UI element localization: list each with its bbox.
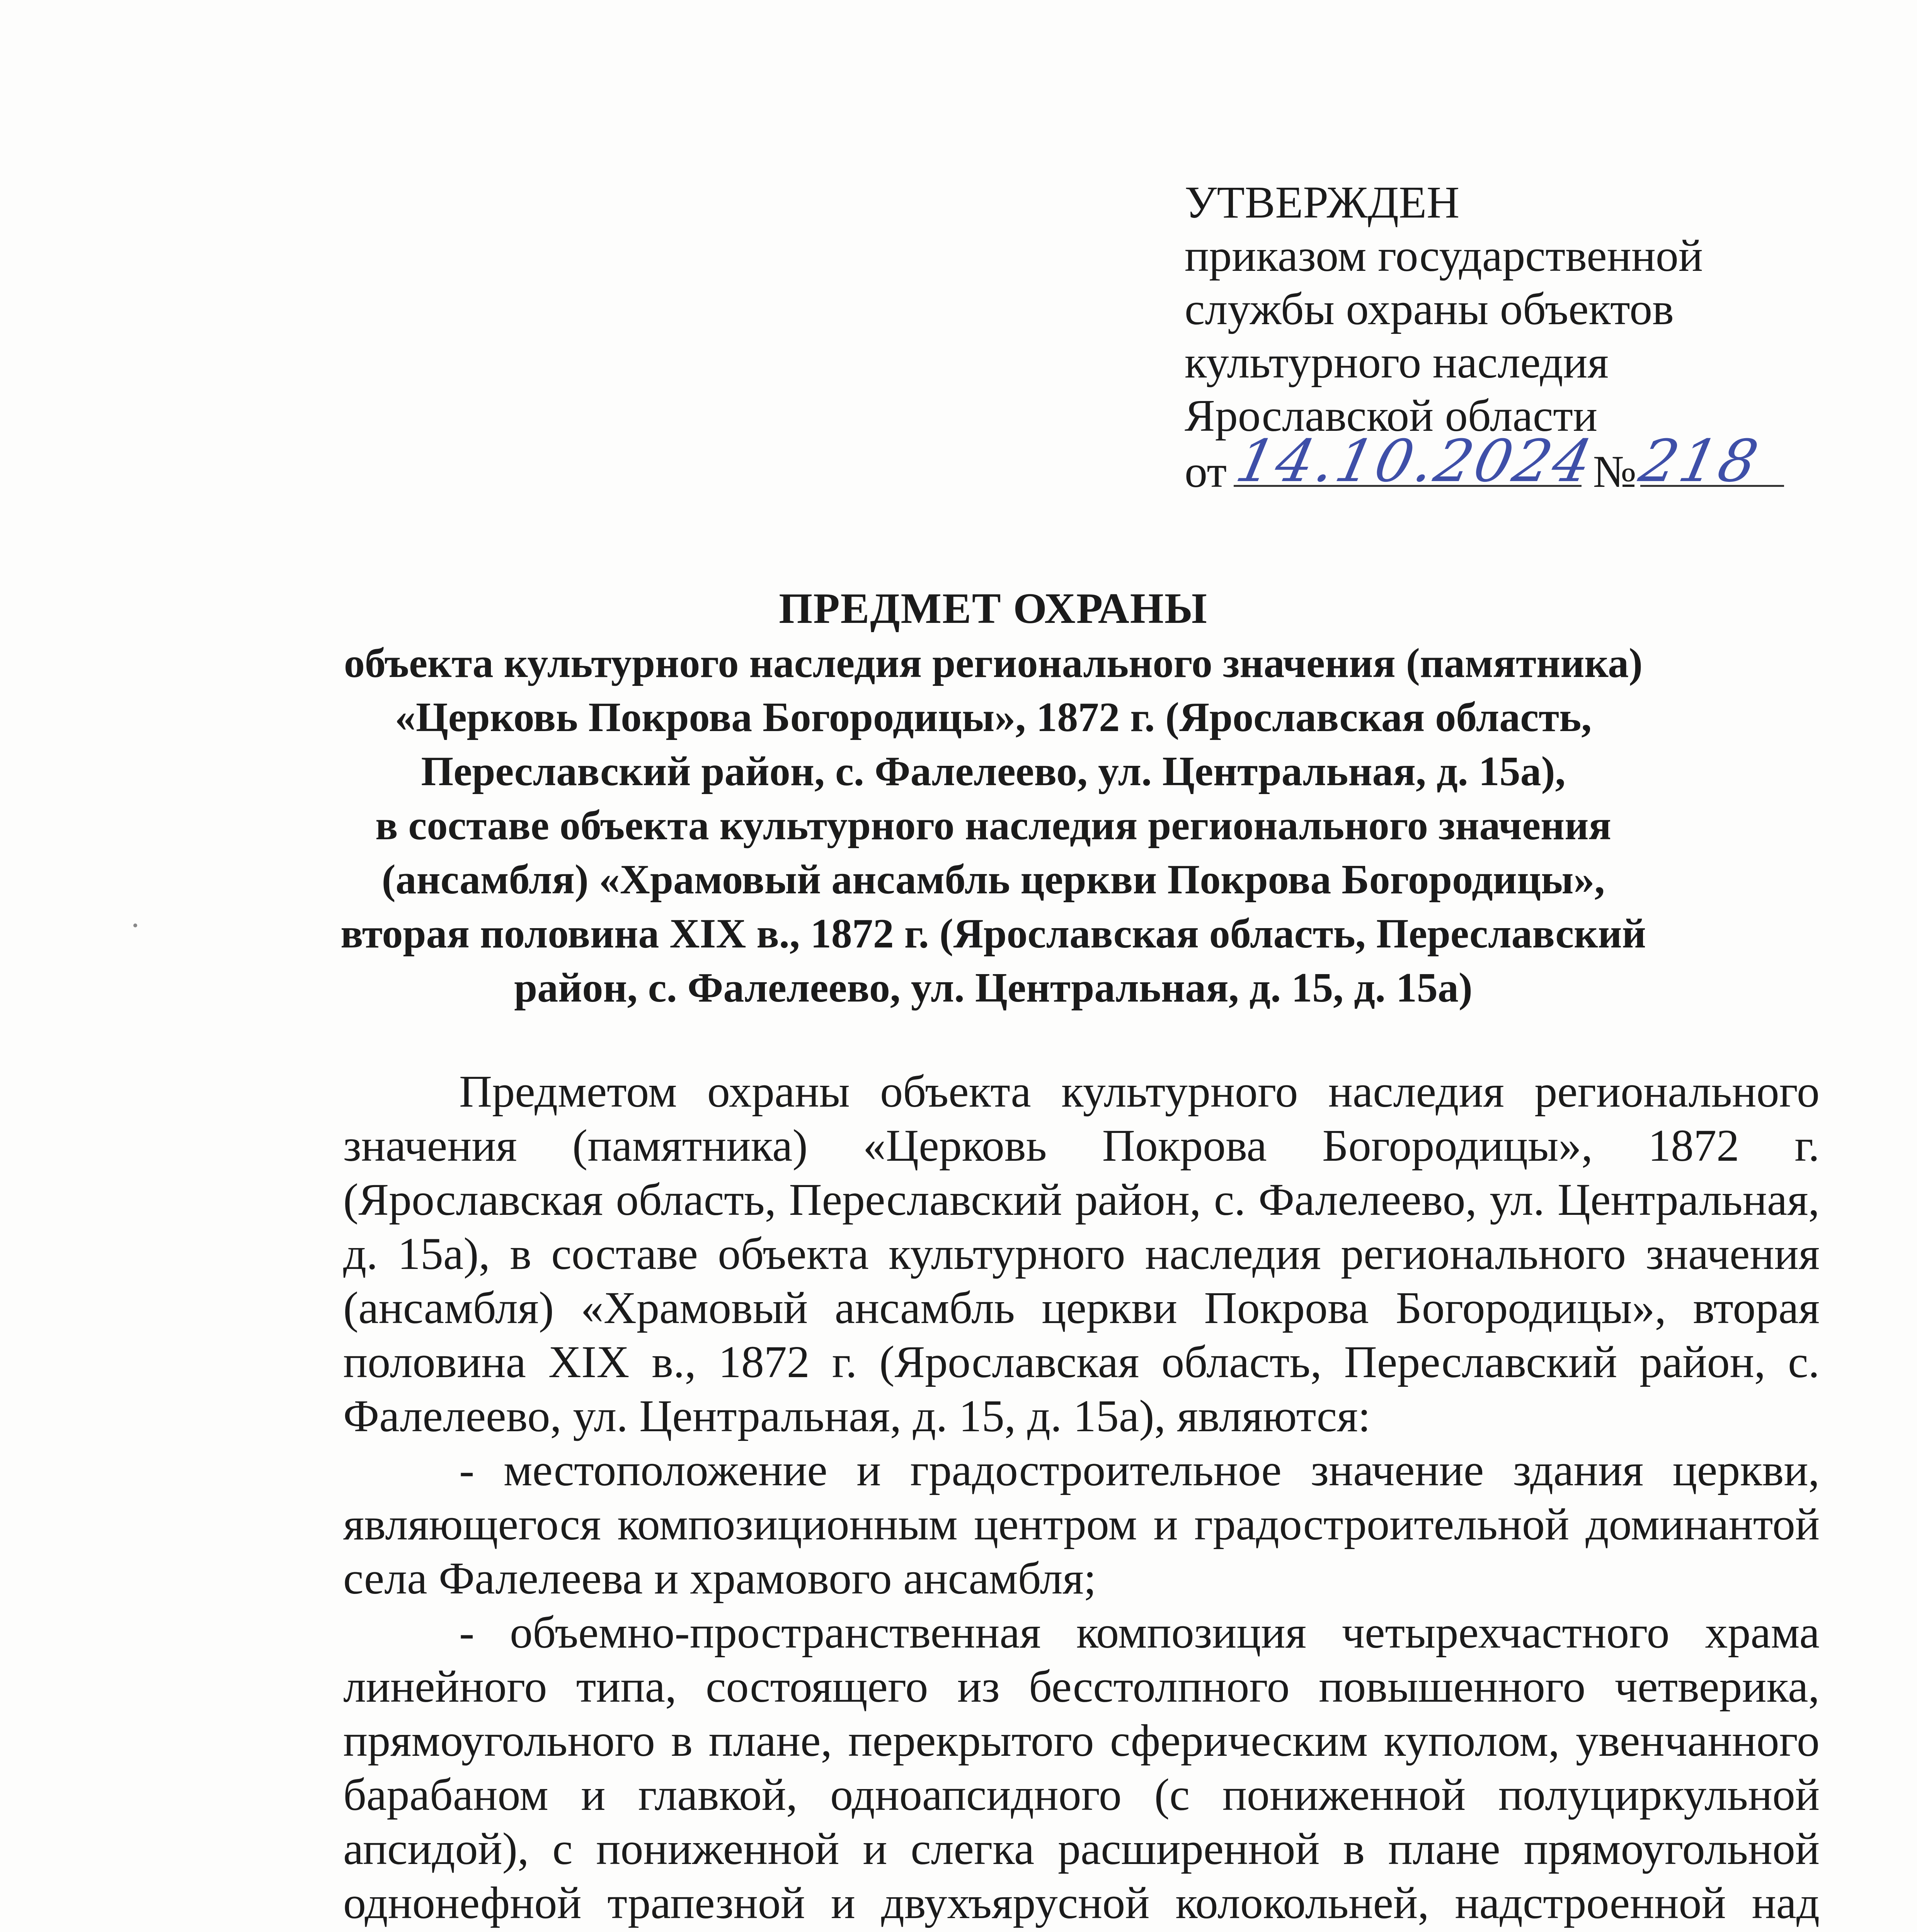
title-line: «Церковь Покрова Богородицы», 1872 г. (Ярославская область, — [395, 694, 1592, 740]
title-line: в составе объекта культурного наследия регионального значения — [375, 803, 1611, 849]
title-heading: ПРЕДМЕТ ОХРАНЫ — [779, 585, 1208, 633]
approval-line: службы охраны объектов — [1185, 284, 1674, 334]
protection-item: - местоположение и градостроительное значение здания церкви, являющегося композиционным центром и градостроительной доминантой села Фалелеева и храмового ансамбля; — [343, 1445, 1820, 1604]
approval-heading: УТВЕРЖДЕН — [1185, 177, 1460, 228]
title-line: район, с. Фалелеево, ул. Центральная, д. 15, д. 15а) — [514, 965, 1473, 1011]
approval-line: культурного наследия — [1185, 337, 1609, 388]
title-line: вторая половина XIX в., 1872 г. (Ярославская область, Переславский — [340, 911, 1646, 957]
approval-block — [1185, 176, 1803, 498]
title-line: Переславский район, с. Фалелеево, ул. Центральная, д. 15а), — [421, 748, 1566, 794]
title-line: объекта культурного наследия регионального значения (памятника) — [344, 640, 1643, 686]
order-date-line — [1185, 428, 1803, 498]
handwritten-date: 14.10.2024 — [1230, 428, 1600, 495]
number-prefix: № — [1593, 446, 1637, 497]
date-prefix: от — [1185, 446, 1227, 497]
document-body — [343, 1065, 1820, 1932]
protection-item: - объемно-пространственная композиция четырехчастного храма линейного типа, состоящего из бесстолпного повышенного четверика, прямоугольного в плане, перекрытого сферическим куполом, увенчанного барабаном и главкой, одноапсидного (с пониженной полуциркульной апсидой), с пониженной и слегка расширенной в плане прямоугольной однонефной трапезной и двухъярусной колокольней, надстроенной над — [343, 1607, 1820, 1928]
approval-line: приказом государственной — [1185, 230, 1703, 281]
document-title — [240, 582, 1747, 1015]
date-field — [1230, 428, 1600, 495]
intro-paragraph: Предметом охраны объекта культурного наследия регионального значения (памятника) «Церковь Покрова Богородицы», 1872 г. (Ярославская область, Переславский район, с. Фалелеево, ул. Центральная, д. 15а), в составе объекта культурного наследия регионального значения (ансамбля) «Храмовый ансамбль церкви Покрова Богородицы», вторая половина XIX в., 1872 г. (Ярославская область, Переславский район, с. Фалелеево, ул. Центральная, д. 15, д. 15а), являются: — [343, 1066, 1820, 1441]
number-field — [1634, 428, 1784, 495]
scan-speck — [133, 923, 137, 927]
approval-line: Ярославской области — [1185, 390, 1598, 441]
title-line: (ансамбля) «Храмовый ансамбль церкви Покрова Богородицы», — [381, 857, 1605, 903]
handwritten-number: 218 — [1634, 428, 1766, 495]
